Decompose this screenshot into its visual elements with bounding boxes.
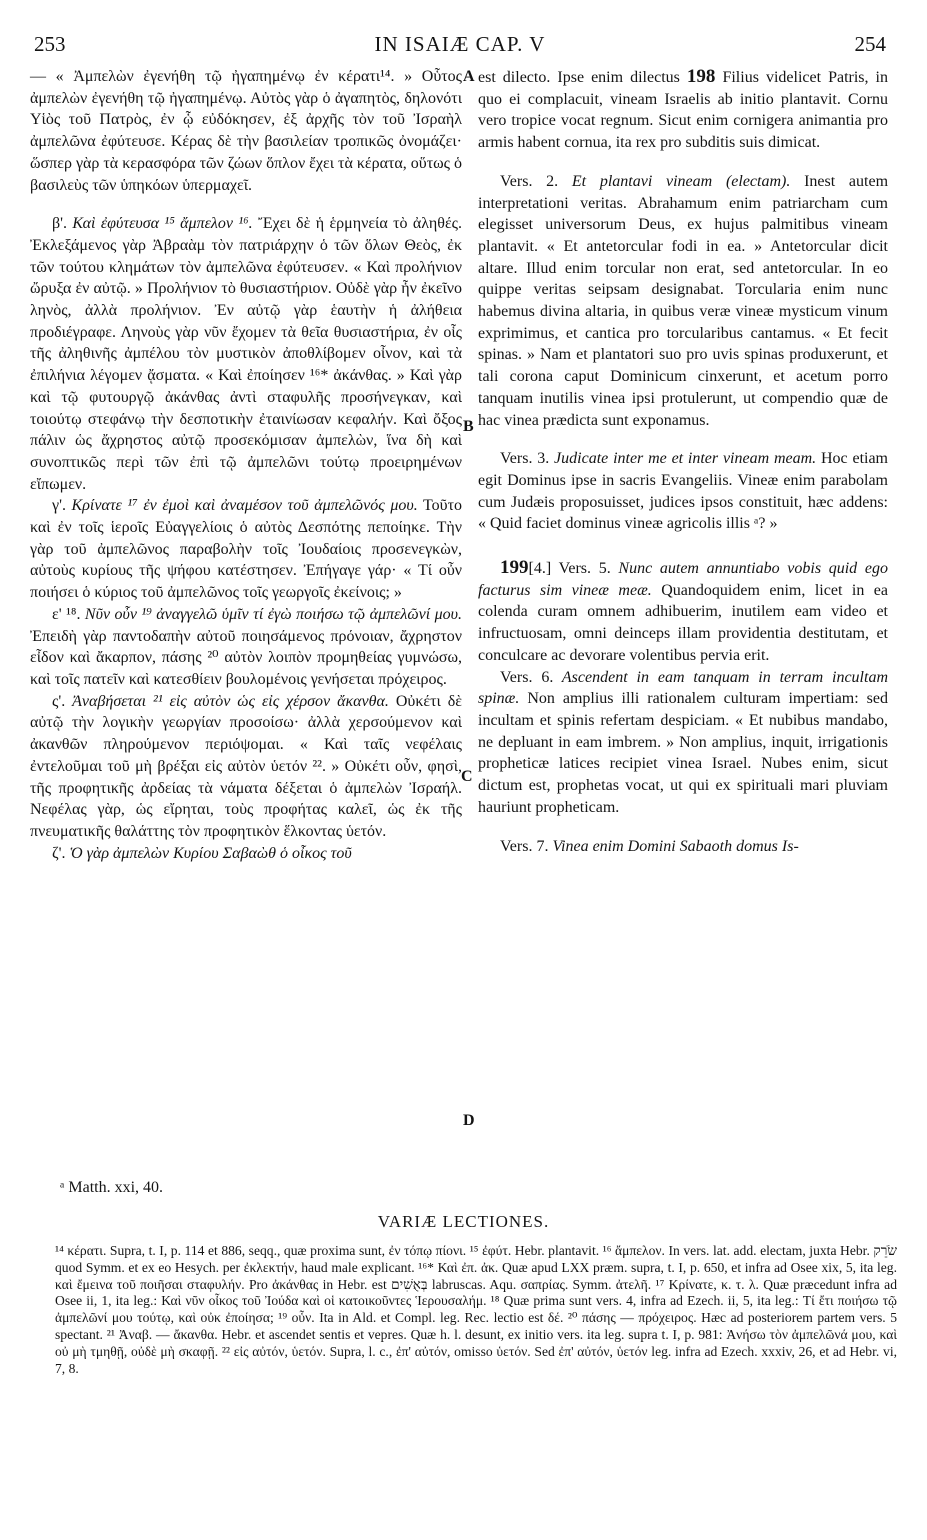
variae-lectiones-title: VARIÆ LECTIONES.	[377, 1212, 550, 1231]
greek-paragraph-6: ζ'. Ὁ γὰρ ἀμπελὼν Κυρίου Σαβαὼθ ὁ οἶκος τοῦ	[52, 844, 352, 862]
latin-lemma: Nunc autem annuntiabo vobis quid ego facturus sim vineæ meæ.	[478, 560, 888, 599]
latin-column	[478, 66, 888, 857]
greek-paragraph-2: β'. Καὶ ἐφύτευσα ¹⁵ ἄμπελον ¹⁶. Ἔχει δὲ ἡ ἑρμηνεία τὸ ἀληθές. Ἐκλεξάμενος γὰρ Ἀβραὰμ τὸν πατριάρχην ὁ τῶν ὅλων Θεὸς, ἐκ τῶν τούτου κλημάτων τὸν ἀμπελῶνα ἐφύτευσεν. « Καὶ προλήνιον ὤρυξα ἐν αὐτῷ. » Προλήνιον τὸ θυσιαστήριον. Οὐδὲ γὰρ ἦν ἐκεῖνο ληνὸς, ἀλλὰ προλήνιον. Ἐν αὐτῷ γὰρ ἑαυτὴν ἡ ἀλήθεια προδιέγραφε. Ληνοὺς γὰρ νῦν ἔχομεν τὰ θεῖα θυσιαστήρια, ἐν οἷς τῆς ἀληθινῆς ἀμπέλου τὸν μυστικὸν ἀποθλίβομεν οἶνον, καὶ τὰ ἐπιλήνια λέγομεν ᾄσματα. « Καὶ ἐποίησεν ¹⁶* ἀκάνθας. » Καὶ γὰρ καὶ τῷ φυτουργῷ ἀκάνθας ἀντὶ σταφυλῆς προσήνεγκαν, καὶ τοιούτῳ στεφάνῳ τὴν δεσποτικὴν ἐταινίωσαν κεφαλήν. Καὶ ὄξος πάλιν ὡς ἄχρηστος αὐτῷ προσεκόμισαν ἀμπελὼν, ἵνα δὴ καὶ συνοπτικῶς περὶ τῶν ἐπὶ τῷ ἀμπελῶνι τούτῳ προειρημένων εἴπωμεν.	[30, 215, 463, 493]
greek-lemma: Νῦν οὖν ¹⁹ ἀναγγελῶ ὑμῖν τί ἐγὼ ποιήσω τῷ ἀμπελῶνί μου.	[84, 605, 463, 623]
margin-letter-a: A	[463, 68, 475, 85]
latin-lemma: Vinea enim Domini Sabaoth domus Is-	[548, 837, 799, 855]
margin-letter-b: B	[463, 418, 474, 435]
greek-lemma: Ὁ γὰρ ἀμπελὼν Κυρίου Σαβαὼθ ὁ οἶκος τοῦ	[69, 844, 352, 862]
column-number: 198	[686, 66, 716, 87]
greek-paragraph-1: — « Ἀμπελὼν ἐγενήθη τῷ ἠγαπημένῳ ἐν κέρατι¹⁴. » Οὗτος ἀμπελὼν ἐγενήθη τῷ ἠγαπημένῳ. Αὐτὸς γὰρ ὁ ἀγαπητὸς, δηλονότι Υἱὸς τοῦ Πατρὸς, ἐν ᾧ εὐδόκησεν, ἐξ ἀρχῆς τὸν τοῦ Ἰσραὴλ ἀμπελῶνα ἐφύτευσε. Κέρας δὲ τὴν βασιλείαν τροπικῶς ὀνομάζει· ὥσπερ γὰρ τὰ κερασφόρα τῶν ζώων ὅπλον ἔχει τὰ κέρατα, οὕτως ὁ βασιλεὺς τῶν ὑπηκόων ὑπερμαχεῖ.	[30, 68, 463, 194]
variae-lectiones-text: ¹⁴ κέρατι. Supra, t. I, p. 114 et 886, seqq., quæ proxima sunt, ἐν τόπῳ πίονι. ¹⁵ ἐφύτ. Hebr. plantavit. ¹⁶ ἄμπελον. In vers. lat. add. electam, juxta Hebr. שֹׂרֵק quod Symm. et ex eo Hesych. per ἐκλεκτήν, haud male explicant. ¹⁶* Καὶ ἐπ. ἀκ. Quæ apud LXX præm. supra, t. I, p. 650, et infra ad Osee xix, 5, ita leg. καὶ ἔμεινα τοῦ ποιῆσαι σταφυλήν. Pro ἀκάνθας in Hebr. est בְּאֻשִׁים labruscas. Aqu. σαπρίας. Symm. ἀτελῆ. ¹⁷ Κρίνατε, κ. τ. λ. Quæ præcedunt infra ad Osee ii, 1, ita leg.: Καὶ νῦν οἶκος τοῦ Ἰούδα καὶ οἱ κατοικοῦντες Ἱερουσαλήμ. ¹⁸ Quæ prima sunt vers. 4, infra ad Ezech. ii, 5, ita leg.: Τί ἔτι ποιήσω τῷ ἀμπελῶνί μου τούτῳ, καὶ οὐκ ἐποίησα; ¹⁹ οὖν. Ita in Ald. et Compl. leg. Rec. lectio est δέ. ²⁰ πάσης — πρόχειρος. Hæc ad posteriorem partem vers. 5 spectant. ²¹ Ἀναβ. — ἄκανθα. Hebr. et ascendet sentis et vepres. Quæ h. l. desunt, ex initio vers. ita leg. supra t. I, p. 981: Ἀνήσω τὸν ἀμπελῶνά μου, καὶ οὐ μὴ τμηθῇ, οὐδὲ μὴ σκαφῇ. ²² εἰς αὐτόν, ὑετόν. Supra, l. c., ἐπ' αὐτόν, omisso ὑετόν. Sed ἐπ' αὐτόν, ὑετόν leg. infra ad Ezech. xxxiv, 26, et ad Hebr. vi, 7, 8.	[55, 1243, 898, 1376]
greek-paragraph-4: ε' ¹⁸. Νῦν οὖν ¹⁹ ἀναγγελῶ ὑμῖν τί ἐγὼ ποιήσω τῷ ἀμπελῶνί μου. Ἐπειδὴ γὰρ παντοδαπὴν αὐτοῦ ποιησάμενος πρόνοιαν, ἄχρηστον εἶδον καὶ ἄκαρπον, πάσης ²⁰ αὐτὸν λοιπὸν προμηθείας γυμνώσω, καὶ τοῖς πατεῖν καὶ κατεσθίειν βουλομένοις γενήσεται πρόχειρος.	[30, 605, 463, 688]
page-number-right: 254	[854, 32, 886, 56]
greek-paragraph-5: ς'. Ἀναβήσεται ²¹ εἰς αὐτὸν ὡς εἰς χέρσον ἄκανθα. Οὐκέτι δὲ αὐτῷ τὴν λογικὴν γεωργίαν προσοίσω· ἀλλὰ χερσούμενον καὶ ἀκανθῶν πληρούμενον περιόψομαι. « Καὶ ταῖς νεφέλαις ἐντελοῦμαι τοῦ μὴ βρέξαι εἰς αὐτὸν ὑετόν ²². » Οὐκέτι οὖν, φησὶ, τῆς προφητικῆς ἀρδείας τὰ νάματα δέξεται ὁ ἀμπελὼν Ἰσραήλ. Νεφέλας γὰρ, ὡς εἴρηται, τοὺς προφήτας καλεῖ, ὡς ἐκ τῆς πνευματικῆς θαλάττης τὸν προφητικὸν ἕλκοντας ὑετόν.	[30, 692, 463, 840]
latin-paragraph-5: Vers. 6. Ascendent in eam tanquam in terram incultam spinæ. Non amplius illi rationalem culturam impertiam: sed incultam et spinis refertam despiciam. « Et nubibus mandabo, ne depluant in eam imbrem. » Non amplius, inquit, irrigationis propheticæ latices recipiet vinea Israel. Nubes enim, sicut dictum est, prophetas vocat, ut qui ex spirituali mari pluviam hauriunt propheticam.	[478, 668, 888, 816]
latin-paragraph-3: Vers. 3. Judicate inter me et inter vineam meam. Hoc etiam egit Dominus ipse in sacris Evangeliis. Vineæ enim parabolam cum Judæis proposuisset, judices ipsos constituit, hæc addens: « Quid faciet dominus vineæ agricolis illis ᵃ? »	[478, 450, 889, 533]
latin-paragraph-1: est dilecto. Ipse enim dilectus 198 Filius videlicet Patris, in quo ei complacuit, vineam Israelis ab initio plantavit. Cornu vero tropice vocat regnum. Sicut enim cornigera animantia pro armis habent cornua, ita rex pro subditis suis dimicat.	[478, 66, 889, 152]
footnote: ᵃ Matth. xxi, 40.	[60, 1179, 164, 1196]
greek-lemma: Καὶ ἐφύτευσα ¹⁵ ἄμπελον ¹⁶.	[72, 215, 253, 233]
latin-paragraph-6: Vers. 7. Vinea enim Domini Sabaoth domus Is-	[500, 837, 799, 855]
greek-lemma: Κρίνατε ¹⁷ ἐν ἐμοὶ καὶ ἀναμέσον τοῦ ἀμπελῶνός μου.	[71, 497, 418, 515]
variae-lectiones	[55, 1243, 897, 1377]
latin-lemma: Et plantavi vineam (electam).	[558, 172, 791, 190]
page-number-left: 253	[34, 32, 66, 56]
column-number: 199	[500, 557, 529, 579]
latin-lemma: Judicate inter me et inter vineam meam.	[549, 450, 817, 468]
greek-lemma: Ἀναβήσεται ²¹ εἰς αὐτὸν ὡς εἰς χέρσον ἄκανθα.	[72, 692, 389, 710]
greek-column	[30, 66, 462, 864]
running-header	[34, 32, 886, 66]
running-title: IN ISAIÆ CAP. V	[374, 32, 546, 56]
latin-lemma: Ascendent in eam tanquam in terram incultam spinæ.	[478, 668, 888, 708]
margin-letter-c: C	[461, 768, 473, 785]
latin-paragraph-2: Vers. 2. Et plantavi vineam (electam). Inest autem interpretationi veritas. Abrahamum enim patriarcham cum elegisset universorum Deus, ex hujus palmitibus vineam plantavit. « Et antetorcular fodi in ea. » Antetorcular dicit altare. Illud enim torcular non erat, sed antetorcular. In eo quippe veritas seipsam designabat. Torcularia enim nunc habemus divina altaria, in quibus veræ vineæ mysticum vinum exprimimus, et cantica pro torcularibus cantamus. « Et fecit spinas. » Nam et plantatori suo pro uvis spinas produxerunt, et tali corona caput Dominicum cinxerunt, et acetum porro tanquam inutilis vinea ipsi protulerunt, ut compendio quæ de hac vinea prædicta sunt exponamus.	[478, 172, 889, 429]
margin-letter-d: D	[463, 1112, 475, 1129]
greek-paragraph-3: γ'. Κρίνατε ¹⁷ ἐν ἐμοὶ καὶ ἀναμέσον τοῦ ἀμπελῶνός μου. Τοῦτο καὶ ἐν τοῖς ἱεροῖς Εὐαγγελίοις ὁ αὐτὸς Δεσπότης πεποίηκε. Τὴν γὰρ τοῦ ἀμπελῶνος παραβολὴν τοῖς Ἰουδαίοις προσενεγκὼν, αὐτοὺς κυρίους τῆς ψήφου κατέστησεν. Ἐπήγαγε γάρ· « Τί οὖν ποιήσει ὁ κύριος τοῦ ἀμπελῶνος τοῖς γεωργοῖς ἐκείνοις; »	[30, 497, 463, 602]
latin-paragraph-4: 199[4.] Vers. 5. Nunc autem annuntiabo vobis quid ego facturus sim vineæ meæ. Quandoquidem enim, licet in ea colenda curam omnem adhibuerim, inutilem eam video et infructuosam, omni deinceps illam providentia destitutam, et conculcare ac devorare volentibus pervia erit.	[478, 557, 888, 664]
